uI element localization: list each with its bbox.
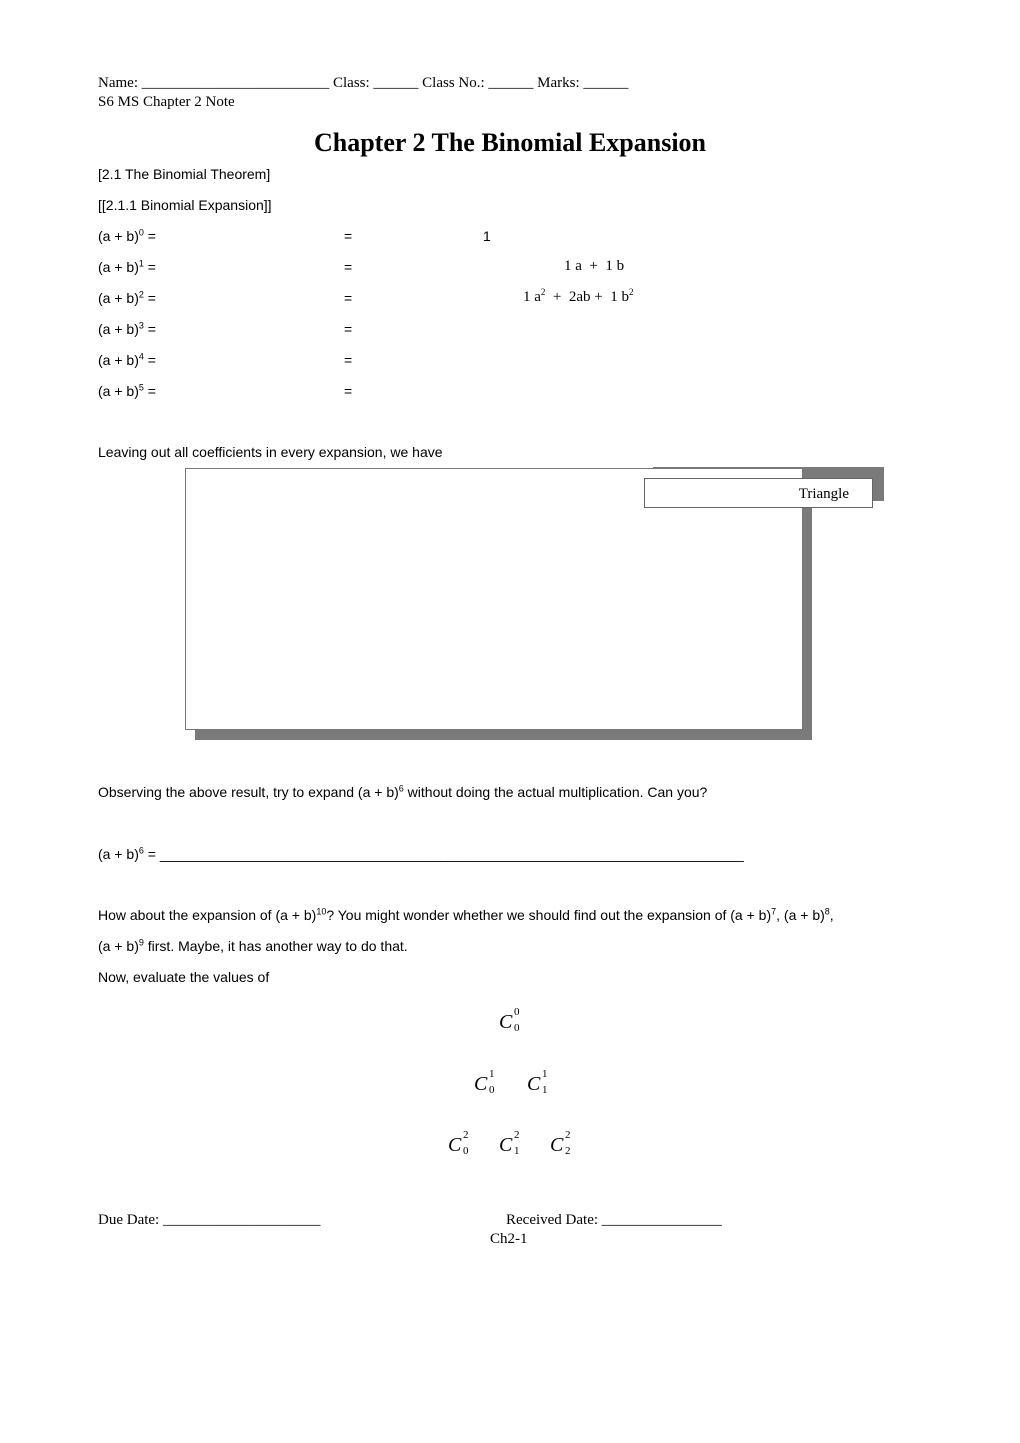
combination-term: C 1 1 xyxy=(527,1068,548,1096)
section-heading: [2.1 The Binomial Theorem] xyxy=(98,166,271,182)
how-about-line-1: How about the expansion of $(a + b)^{10}$? You might wonder whether we should find out the expansion of $(a + b)^7$, $(a + b)^8$, xyxy=(98,906,834,923)
header-info-line: Name: _________________________ Class: ______ Class No.: ______ Marks: ______ xyxy=(98,75,629,91)
combination-term: C 1 0 xyxy=(474,1068,495,1096)
expansion-equals: = xyxy=(344,259,353,275)
expansion-lhs: $(a + b)^2$ = xyxy=(98,289,156,306)
expansion-lhs: $(a + b)^4$ = xyxy=(98,351,156,368)
course-label: S6 MS Chapter 2 Note xyxy=(98,94,235,110)
received-date: Received Date: ________________ xyxy=(506,1212,722,1228)
expansion-equals: = xyxy=(344,352,353,368)
combination-term: C 2 0 xyxy=(448,1129,469,1157)
leaving-out-text: Leaving out all coefficients in every expansion, we have xyxy=(98,444,443,460)
combination-term: C 2 2 xyxy=(550,1129,571,1157)
expansion-lhs: $(a + b)^0$ = xyxy=(98,227,156,244)
triangle-label: Triangle xyxy=(798,486,849,502)
expansion-result: 1 a + 1 b xyxy=(564,258,625,274)
subsection-heading: [[2.1.1 Binomial Expansion]] xyxy=(98,197,272,213)
page-number: Ch2-1 xyxy=(490,1231,528,1247)
expansion-result: 1 xyxy=(483,228,491,244)
combination-term: C 0 0 xyxy=(499,1006,520,1034)
expansion-equals: = xyxy=(344,321,353,337)
expansion-lhs: $(a + b)^5$ = xyxy=(98,382,156,399)
due-date: Due Date: _____________________ xyxy=(98,1212,321,1228)
a6-expansion-blank: $(a + b)^6$ = ___________________________________________________________________________ xyxy=(98,845,744,862)
triangle-label-tab xyxy=(644,478,873,508)
box-shadow-bottom xyxy=(195,730,812,740)
combination-term: C 2 1 xyxy=(499,1129,520,1157)
box-shadow-right xyxy=(803,478,812,740)
evaluate-text: Now, evaluate the values of xyxy=(98,969,270,985)
expansion-lhs: $(a + b)^1$ = xyxy=(98,258,156,275)
how-about-line-2: $(a + b)^9$ first. Maybe, it has another way to do that. xyxy=(98,937,408,954)
expansion-equals: = xyxy=(344,290,353,306)
expansion-lhs: $(a + b)^3$ = xyxy=(98,320,156,337)
page-title: Chapter 2 The Binomial Expansion xyxy=(313,128,707,157)
observe-text: Observing the above result, try to expand $(a + b)^6$ without doing the actual multiplication. Can you? xyxy=(98,783,708,800)
expansion-equals: = xyxy=(344,228,353,244)
expansion-result: 1 $a^2 + 2ab + 1$ $b^2$ xyxy=(523,287,634,305)
expansion-equals: = xyxy=(344,383,353,399)
